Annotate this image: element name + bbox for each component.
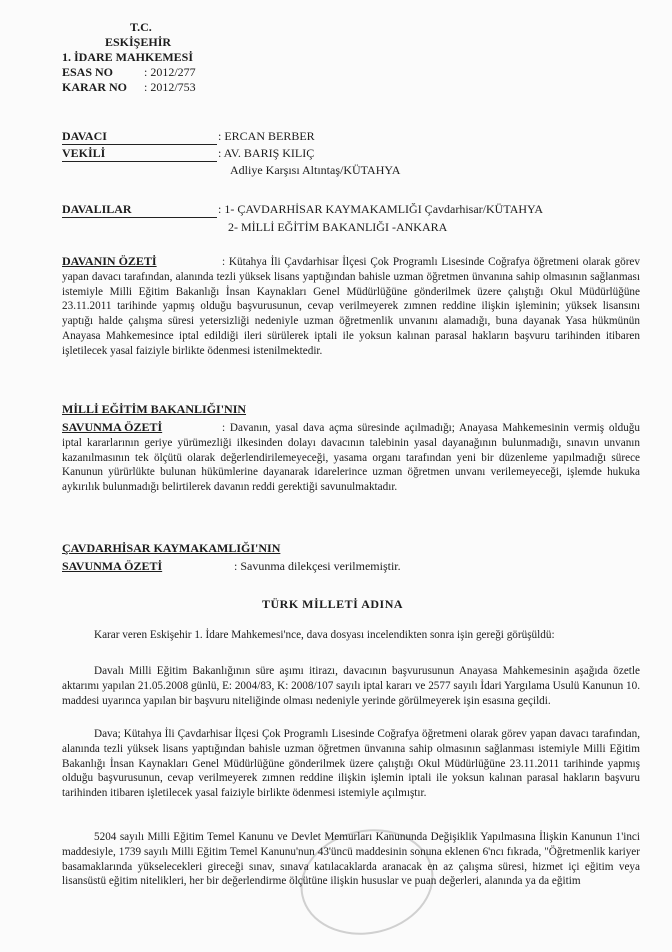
kaymakam-defense-line — [62, 559, 401, 574]
vekili-label: VEKİLİ — [62, 146, 217, 162]
vekili-address: Adliye Karşısı Altıntaş/KÜTAHYA — [230, 163, 401, 177]
davalilar-2: 2- MİLLİ EĞİTİM BAKANLIĞI -ANKARA — [228, 220, 448, 234]
summary-paragraph — [62, 254, 640, 359]
meb-defense-paragraph — [62, 420, 640, 495]
karar-value: : 2012/753 — [144, 80, 196, 94]
karar-label: KARAR NO — [62, 80, 127, 94]
vekili-value: : AV. BARIŞ KILIÇ — [218, 146, 315, 160]
body-paragraph-1: Karar veren Eskişehir 1. İdare Mahkemesi'nce, dava dosyası incelendikten sonra işin gereği görüşüldü: — [94, 629, 555, 641]
meb-defense-title: MİLLİ EĞİTİM BAKANLIĞI'NIN — [62, 402, 247, 416]
karar-line — [62, 80, 262, 95]
body-paragraph-4: 5204 sayılı Milli Eğitim Temel Kanunu ve Devlet Memurları Kanununda Değişiklik Yapılmasına İlişkin Kanunun 1'inci maddesiyle, 1739 sayılı Milli Eğitim Temel Kanunu'nun 43'üncü maddesinin sonuna eklenen 6'ncı fıkrada, "Öğretmenlik kariyer basamaklarında yükselecekleri gireceği sınav, sınava katılacaklarda aranacak en az çalışma süresi, hizmet içi eğitim veya lisansüstü eğitim nitelikleri, her bir değerlendirme ölçütüne ilişkin hususlar ve puan değerleri, alanında ya da eğitim — [62, 831, 640, 888]
davalilar-label: DAVALILAR — [62, 202, 217, 218]
davalilar-1: : 1- ÇAVDARHİSAR KAYMAKAMLIĞI Çavdarhisar/KÜTAHYA — [218, 202, 544, 216]
court-line: 1. İDARE MAHKEMESİ — [62, 50, 194, 64]
kaymakam-defense-text: : Savunma dilekçesi verilmemiştir. — [234, 559, 401, 573]
city-line: ESKİŞEHİR — [105, 35, 172, 49]
davaci-label: DAVACI — [62, 129, 217, 145]
kaymakam-defense-title: ÇAVDARHİSAR KAYMAKAMLIĞI'NIN — [62, 541, 281, 555]
esas-line — [62, 65, 262, 80]
country-line: T.C. — [130, 20, 152, 34]
summary-text: : Kütahya İli Çavdarhisar İlçesi Çok Programlı Lisesinde Coğrafya öğretmeni olarak görev yapan davacı tarafından, alanında tezli yüksek lisans yaptığından bahisle uzman öğretmen ünvanına sahip olmasının sağlanması istemiyle Milli Eğitim Bakanlığı İnsan Kaynakları Genel Müdürlüğüne gönderilmek üzere çalıştığı Okul Müdürlüğüne 23.11.2011 tarihinde yapmış olduğu başvurusunun, cevap verilmeyerek zımnen reddine ilişkin işleminin; yüksek lisansını yaptığı halde çalışma süresi yetersizliği nedeniyle uzman öğretmenlik unvanını alamadığı, buna dayanak Yasa hükmünün Anayasa Mahkemesince iptal edildiği ileri sürülerek iptali ile yoksun kalınan parasal hakların başvuru tarihinden itibaren işletilecek yasal faiziyle birlikte ödenmesi istenilmektedir. — [62, 256, 640, 357]
verdict-title: TÜRK MİLLETİ ADINA — [262, 597, 404, 611]
body-paragraph-3: Dava; Kütahya İli Çavdarhisar İlçesi Çok Programlı Lisesinde Coğrafya öğretmeni olarak görev yapan davacı tarafından, alanında tezli yüksek lisans yaptığından bahisle uzman öğretmen ünvanına sahip olmasının sağlanması istemiyle Milli Eğitim Bakanlığı İnsan Kaynakları Genel Müdürlüğüne gönderilmek üzere çalıştığı Okul Müdürlüğüne 23.11.2011 tarihinde yapmış olduğu başvurusunun, cevap verilmeyerek zımnen reddine ilişkin işlemin iptali ile yoksun kalınan parasal hakların başvuru tarihinden itibaren işletilecek yasal faiziyle birlikte ödenmesi istemiyle açılmıştır. — [62, 728, 640, 800]
body-paragraph-2: Davalı Milli Eğitim Bakanlığının süre aşımı itirazı, davacının başvurusunun Anayasa Mahkemesinin aşağıda özetle aktarımı yapılan 21.05.2008 günlü, E: 2004/83, K: 2008/107 sayılı iptal kararı ve 2577 sayılı İdari Yargılama Usulü Kanunun 10. maddesi uyarınca yapılan bir başvuru niteliğinde olması nedeniyle yerinde görülmeyerek işin esasına geçildi. — [62, 665, 640, 707]
meb-defense-text: : Davanın, yasal dava açma süresinde açılmadığı; Anayasa Mahkemesinin vermiş olduğu iptal kararlarının geriye yürümezliği ilkesinden dolayı davacının talebinin yasal dayanağının bulunmadığı, sınavın unvanın kazanılmasının tek ölçütü olarak değerlendirilemeyeceği, yasama organı tarafından yeni bir düzenleme yapılmadığı sürece Kanunun yürürlükte bulunan hükümlerine dayanarak idarelerince uzman öğretmen unvanı verilemeyeceği, işlemde hukuka aykırılık bulunmadığı belirtilerek davanın reddi gerektiği savunulmaktadır. — [62, 422, 640, 494]
kaymakam-defense-label: SAVUNMA ÖZETİ — [62, 559, 163, 573]
esas-value: : 2012/277 — [144, 65, 196, 79]
davaci-value: : ERCAN BERBER — [218, 129, 315, 143]
meb-defense-label: SAVUNMA ÖZETİ — [62, 420, 163, 434]
court-header — [62, 20, 262, 95]
esas-label: ESAS NO — [62, 65, 114, 79]
summary-label: DAVANIN ÖZETİ — [62, 254, 157, 268]
